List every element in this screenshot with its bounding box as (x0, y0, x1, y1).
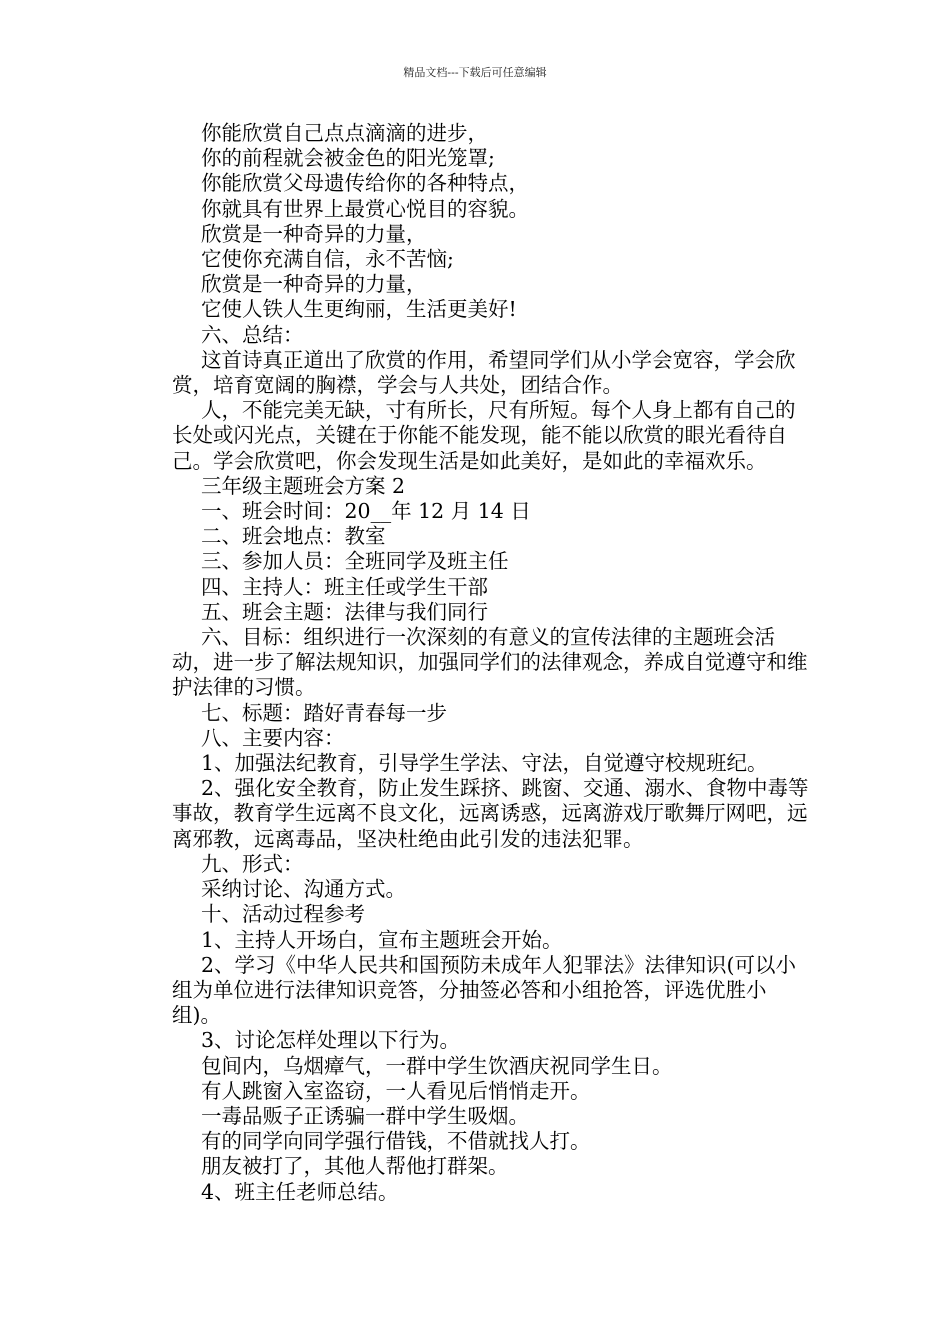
page-header: 精品文档---下载后可任意编辑 (403, 66, 547, 79)
paragraph: 欣赏是一种奇异的力量， (201, 272, 427, 297)
plan-title: 三年级主题班会方案 2 (201, 473, 406, 498)
paragraph: 欣赏是一种奇异的力量， (201, 221, 427, 246)
paragraph: 它使人铁人生更绚丽，生活更美好! (201, 297, 517, 322)
paragraph: 有的同学向同学强行借钱，不借就找人打。 (201, 1129, 591, 1154)
paragraph: 这首诗真正道出了欣赏的作用，希望同学们从小学会宽容，学会欣赏，培育宽阔的胸襟，学会与人共处，团结合作。 (172, 347, 796, 398)
paragraph: 人，不能完美无缺，寸有所长，尺有所短。每个人身上都有自己的长处或闪光点，关键在于你能不能发现，能不能以欣赏的眼光看待自己。学会欣赏吧，你会发现生活是如此美好，是如此的幸福欢乐。 (172, 398, 796, 473)
list-item: 1、主持人开场白，宣布主题班会开始。 (201, 927, 563, 952)
paragraph: 你的前程就会被金色的阳光笼罩; (201, 146, 495, 171)
list-item: 3、讨论怎样处理以下行为。 (201, 1028, 461, 1053)
paragraph: 有人跳窗入室盗窃，一人看见后悄悄走开。 (201, 1078, 591, 1103)
list-item: 四、主持人：班主任或学生干部 (201, 574, 488, 599)
list-item: 2、强化安全教育，防止发生踩挤、跳窗、交通、溺水、食物中毒等事故，教育学生远离不良文化，远离诱惑，远离游戏厅歌舞厅网吧，远离邪教，远离毒品，坚决杜绝由此引发的违法犯罪。 (172, 776, 809, 851)
list-item: 2、学习《中华人民共和国预防未成年人犯罪法》法律知识(可以小组为单位进行法律知识竞答，分抽签必答和小组抢答，评选优胜小组)。 (172, 952, 797, 1028)
list-item: 八、主要内容： (201, 725, 345, 750)
paragraph: 包间内，乌烟瘴气，一群中学生饮酒庆祝同学生日。 (201, 1053, 673, 1078)
paragraph: 采纳讨论、沟通方式。 (201, 877, 406, 902)
paragraph: 朋友被打了，其他人帮他打群架。 (201, 1154, 509, 1179)
list-item: 十、活动过程参考 (201, 902, 365, 927)
list-item: 七、标题：踏好青春每一步 (201, 700, 447, 725)
paragraph: 一毒品贩子正诱骗一群中学生吸烟。 (201, 1103, 529, 1128)
list-item: 二、班会地点：教室 (201, 524, 386, 549)
list-item: 1、加强法纪教育，引导学生学法、守法，自觉遵守校规班纪。 (201, 751, 768, 776)
list-item: 六、目标：组织进行一次深刻的有意义的宣传法律的主题班会活动，进一步了解法规知识，加强同学们的法律观念，养成自觉遵守和维护法律的习惯。 (172, 625, 808, 700)
list-item: 4、班主任老师总结。 (201, 1179, 399, 1204)
document-body (172, 121, 812, 1205)
paragraph: 你就具有世界上最赏心悦目的容貌。 (201, 196, 529, 221)
list-item: 九、形式： (201, 851, 304, 876)
paragraph: 它使你充满自信，永不苦恼; (201, 247, 454, 272)
section-heading: 六、总结： (201, 322, 304, 347)
list-item: 五、班会主题：法律与我们同行 (201, 599, 488, 624)
paragraph: 你能欣赏父母遗传给你的各种特点， (201, 171, 529, 196)
list-item: 一、班会时间：20__年 12 月 14 日 (201, 499, 531, 524)
list-item: 三、参加人员：全班同学及班主任 (201, 549, 509, 574)
paragraph: 你能欣赏自己点点滴滴的进步， (201, 121, 488, 145)
